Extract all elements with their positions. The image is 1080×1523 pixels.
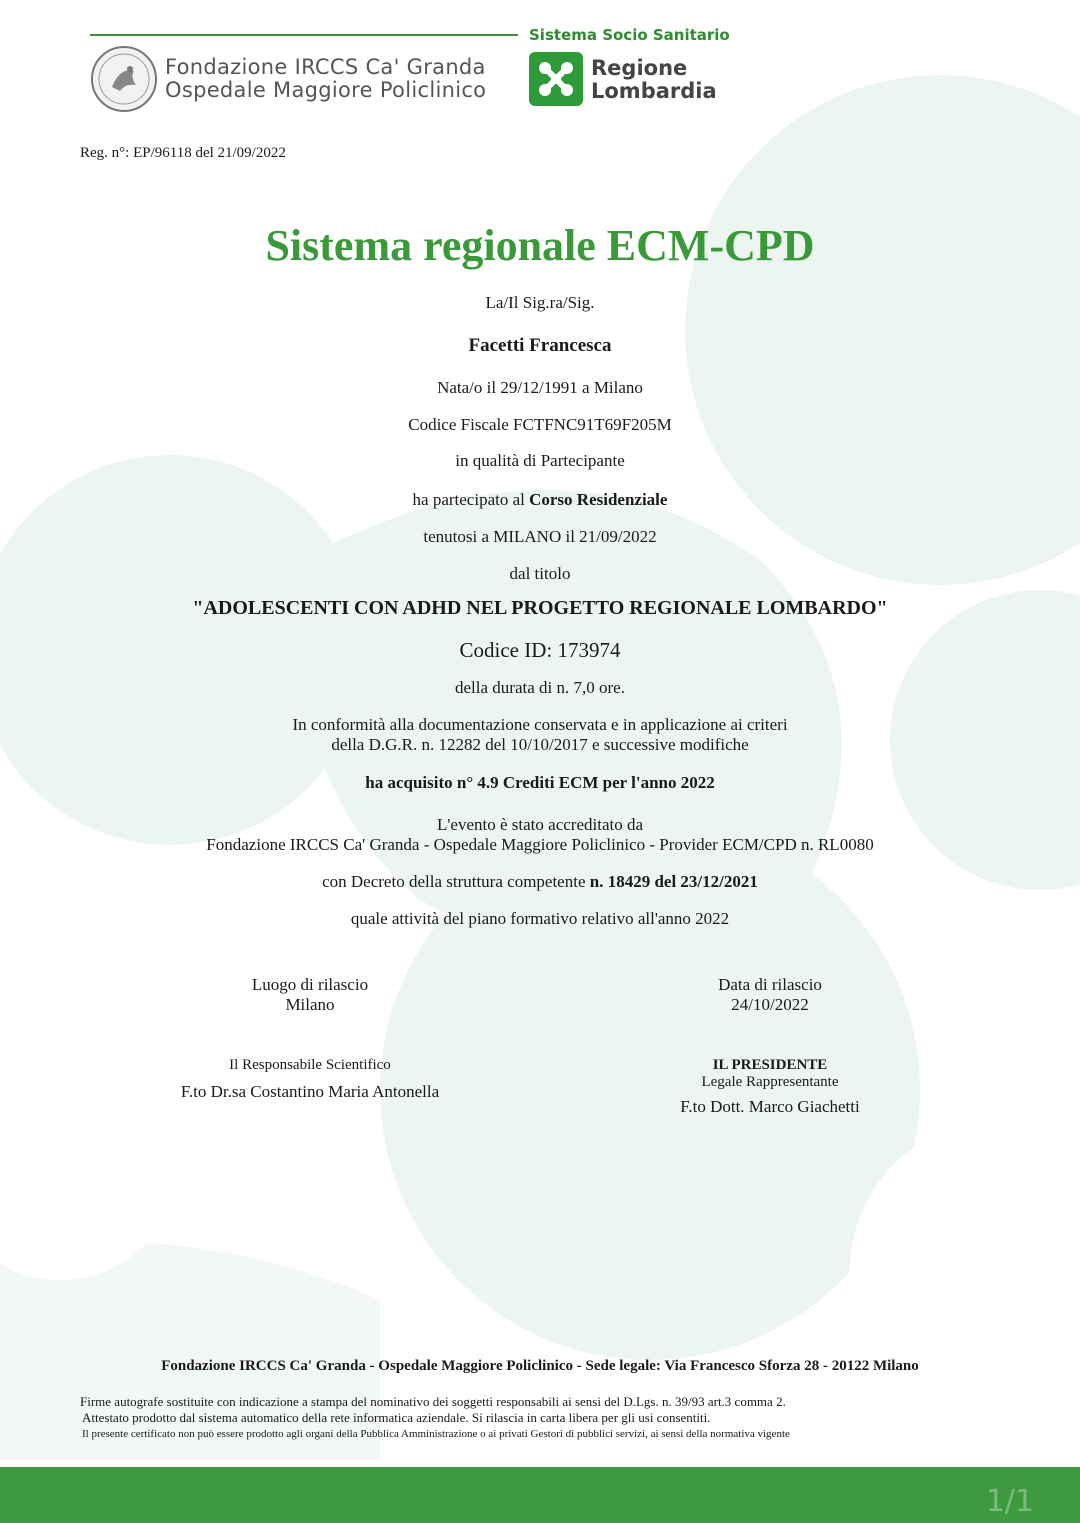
scientific-responsible-name: F.to Dr.sa Costantino Maria Antonella bbox=[180, 1082, 440, 1101]
president-name: F.to Dott. Marco Giachetti bbox=[680, 1097, 860, 1116]
footer-green-bar bbox=[0, 1467, 1080, 1523]
duration: della durata di n. 7,0 ore. bbox=[455, 678, 625, 697]
footer-note-2: Attestato prodotto dal sistema automatico della rete informatica aziendale. Si rilascia in carta libera per gli usi consentiti. bbox=[82, 1410, 711, 1425]
region-name bbox=[591, 57, 717, 103]
course-title: "ADOLESCENTI CON ADHD NEL PROGETTO REGIONALE LOMBARDO" bbox=[192, 597, 888, 619]
region-line-1: Regione bbox=[591, 56, 688, 80]
accredited-line-1: L'evento è stato accreditato da bbox=[436, 815, 644, 834]
registration-number: Reg. n°: EP/96118 del 21/09/2022 bbox=[80, 145, 286, 161]
conformity-line-1: In conformità alla documentazione conservata e in applicazione ai criteri bbox=[292, 715, 788, 734]
fiscal-code: Codice Fiscale FCTFNC91T69F205M bbox=[408, 415, 672, 434]
held-info: tenutosi a MILANO il 21/09/2022 bbox=[423, 527, 657, 546]
issue-date-label: Data di rilascio bbox=[718, 975, 822, 994]
system-label: Sistema Socio Sanitario bbox=[529, 26, 730, 44]
salutation: La/Il Sig.ra/Sig. bbox=[485, 293, 595, 312]
participation-prefix: ha partecipato al bbox=[412, 490, 530, 509]
institution-line-2: Ospedale Maggiore Policlinico bbox=[165, 78, 487, 102]
footer-note-1: Firme autografe sostituite con indicazione a stampa del nominativo dei soggetti responsabili ai sensi del D.Lgs. n. 39/93 art.3 comma 2. bbox=[80, 1394, 786, 1409]
signature-left bbox=[150, 1057, 470, 1102]
participation-line bbox=[0, 490, 1080, 510]
regione-lombardia-cross-icon bbox=[529, 52, 583, 106]
participant-role: in qualità di Partecipante bbox=[455, 451, 625, 470]
issue-date-value: 24/10/2022 bbox=[731, 995, 809, 1014]
page-indicator: 1/1 bbox=[985, 1484, 1034, 1519]
conformity-line-2: della D.G.R. n. 12282 del 10/10/2017 e successive modifiche bbox=[331, 735, 749, 754]
footer-institution-address: Fondazione IRCCS Ca' Granda - Ospedale Maggiore Policlinico - Sede legale: Via Francesco Sforza 28 - 20122 Milano bbox=[161, 1358, 919, 1374]
decree-line bbox=[0, 872, 1080, 892]
issue-place-value: Milano bbox=[285, 995, 335, 1014]
scientific-responsible-role: Il Responsabile Scientifico bbox=[229, 1057, 391, 1073]
participant-name: Facetti Francesca bbox=[468, 335, 612, 356]
region-line-2: Lombardia bbox=[591, 79, 717, 103]
president-role: IL PRESIDENTE bbox=[712, 1057, 828, 1073]
signature-right bbox=[620, 1057, 920, 1117]
institution-name bbox=[165, 56, 486, 102]
president-subrole: Legale Rappresentante bbox=[701, 1074, 839, 1090]
certificate-title: Sistema regionale ECM-CPD bbox=[265, 221, 815, 270]
training-plan: quale attività del piano formativo relativo all'anno 2022 bbox=[350, 909, 730, 928]
header-rule bbox=[90, 34, 518, 36]
issue-place bbox=[210, 975, 410, 1015]
accredited-line-2: Fondazione IRCCS Ca' Granda - Ospedale Maggiore Policlinico - Provider ECM/CPD n. RL0080 bbox=[206, 835, 874, 854]
issue-date bbox=[670, 975, 870, 1015]
decree-prefix: con Decreto della struttura competente bbox=[322, 872, 590, 891]
decree-number: n. 18429 del 23/12/2021 bbox=[589, 872, 758, 891]
course-type: Corso Residenziale bbox=[529, 490, 668, 509]
title-prefix: dal titolo bbox=[509, 564, 571, 583]
code-id: Codice ID: 173974 bbox=[459, 638, 621, 662]
institution-line-1: Fondazione IRCCS Ca' Granda bbox=[165, 55, 486, 79]
issue-place-label: Luogo di rilascio bbox=[251, 975, 369, 994]
ospedale-seal-icon bbox=[90, 45, 158, 113]
footer-note-3: Il presente certificato non può essere prodotto agli organi della Pubblica Amministrazione o ai privati Gestori di pubblici servizi, ai sensi della normativa vigente bbox=[82, 1428, 790, 1440]
credits: ha acquisito n° 4.9 Crediti ECM per l'anno 2022 bbox=[365, 773, 715, 792]
birth-info: Nata/o il 29/12/1991 a Milano bbox=[437, 378, 643, 397]
